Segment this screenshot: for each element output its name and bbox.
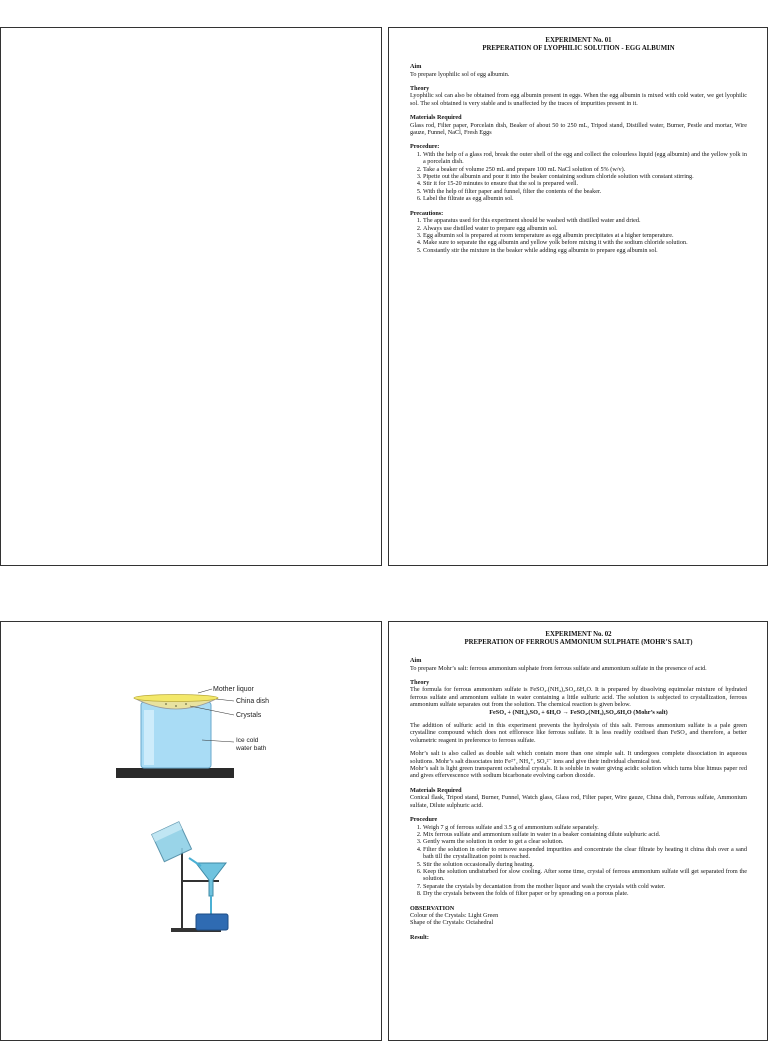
- crystallization-diagram: [106, 680, 306, 785]
- crystal-dot: [165, 703, 167, 705]
- list-item: 4. Stir it for 15-20 minutes to ensure that the sol is prepared well.: [423, 180, 747, 187]
- list-item: 5. Stir the solution occasionally during heating.: [423, 861, 747, 868]
- result-heading: Result:: [410, 933, 429, 941]
- list-item: 1. The apparatus used for this experiment should be washed with distilled water and dried.: [423, 217, 747, 224]
- experiment-2-title: PREPERATION OF FERROUS AMMONIUM SULPHATE (MOHR’S SALT): [464, 638, 693, 646]
- materials-text: Glass rod, Filter paper, Porcelain dish, Beaker of about 50 to 250 mL, Tripod stand, Distilled water, Burner, Pestle and mortar, Wire gauze, Funnel, NaCl, Fresh Eggs: [410, 121, 747, 137]
- list-item: 5. With the help of filter paper and funnel, filter the contents of the beaker.: [423, 188, 747, 195]
- filtration-diagram: [151, 818, 241, 938]
- precautions-list: [410, 217, 747, 254]
- list-item: 1. With the help of a glass rod, break the outer shell of the egg and collect the colourless liquid (egg albumin) and the yellow yolk in a porcelain dish.: [423, 151, 747, 166]
- illustration-page: [0, 621, 382, 1041]
- theory-paragraph-2: The addition of sulfuric acid in this experiment prevents the hydrolysis of this salt. Ferrous ammonium sulfate is a pale green crystalline compound which does not effloresce like ferrous sulfate. It is less readily oxidised than FeSO₄ and therefore, a better volumetric reagent in preference to ferrous sulfate.: [410, 722, 747, 744]
- theory-heading: Theory: [410, 679, 430, 686]
- beaker-highlight: [144, 710, 154, 765]
- list-item: 8. Dry the crystals between the folds of filter paper or by spreading on a porous plate.: [423, 890, 747, 897]
- list-item: 5. Constantly stir the mixture in the beaker while adding egg albumin to prepare egg albumin sol.: [423, 247, 747, 254]
- label-crystals: Crystals: [236, 712, 262, 719]
- stand-rod: [181, 848, 183, 930]
- label-china-dish: China dish: [236, 698, 270, 705]
- pour-stream: [189, 858, 201, 866]
- label-mother-liquor: Mother liquor: [213, 686, 254, 693]
- experiment-1-heading: [410, 37, 747, 52]
- experiment-1-page: [388, 27, 768, 566]
- list-item: 1. Weigh 7 g of ferrous sulfate and 3.5 g of ammonium sulfate separately.: [423, 824, 747, 831]
- experiment-1-title: PREPERATION OF LYOPHILIC SOLUTION - EGG ALBUMIN: [482, 44, 675, 52]
- materials-heading: Materials Required: [410, 786, 462, 794]
- crystal-dot: [185, 703, 187, 705]
- pouring-beaker: [152, 822, 192, 862]
- list-item: 2. Always use distilled water to prepare egg albumin sol.: [423, 225, 747, 232]
- observation-colour: Colour of the Crystals: Light Green: [410, 911, 499, 919]
- experiment-1-number: EXPERIMENT No. 01: [545, 37, 612, 44]
- leader-line: [216, 699, 234, 701]
- procedure-list: [410, 824, 747, 898]
- procedure-list: [410, 151, 747, 203]
- list-item: 4. Make sure to separate the egg albumin and yellow yolk before mixing it with the sodium chloride solution.: [423, 239, 747, 246]
- list-item: 6. Label the filtrate as egg albumin sol.: [423, 195, 747, 202]
- list-item: 6. Keep the solution undisturbed for slow cooling. After some time, crystal of ferrous ammonium sulfate will get separated from the solution.: [423, 868, 747, 883]
- experiment-2-heading: [410, 631, 747, 646]
- funnel: [196, 863, 226, 896]
- list-item: 3. Pipette out the albumin and pour it into the beaker containing sodium chloride solution with constant stirring.: [423, 173, 747, 180]
- label-water-bath: water bath: [236, 745, 267, 752]
- list-item: 2. Take a beaker of volume 250 mL and prepare 100 mL NaCl solution of 5% (w/v).: [423, 166, 747, 173]
- procedure-heading: Procedure:: [410, 143, 440, 151]
- list-item: 7. Separate the crystals by decantation from the mother liquor and wash the crystals with cold water.: [423, 883, 747, 890]
- base-plate: [116, 768, 234, 778]
- observation-heading: OBSERVATION: [410, 904, 455, 912]
- list-item: 3. Egg albumin sol is prepared at room temperature as egg albumin precipitates at a higher temperature.: [423, 232, 747, 239]
- materials-heading: Materials Required: [410, 114, 462, 122]
- procedure-heading: Procedure: [410, 816, 438, 824]
- mother-liquor-surface: [134, 695, 218, 702]
- list-item: 2. Mix ferrous sulfate and ammonium sulfate in water in a beaker containing dilute sulphuric acid.: [423, 831, 747, 838]
- theory-text: Lyophilic sol can also be obtained from egg albumin present in eggs. When the egg albumin is mixed with cold water, we get lyophilic sol. The sol obtained is very stable and is unaffected by the traces of impurities present in it.: [410, 92, 747, 107]
- materials-text: Conical flask, Tripod stand, Burner, Funnel, Watch glass, Glass rod, Filter paper, Wire gauze, China dish, Ferrous sulfate, Ammonium sulfate, Dilute sulphuric acid.: [410, 794, 747, 809]
- theory-paragraph-4: Mohr’s salt is light green transparent octahedral crystals. It is soluble in water giving acidic solution which turns blue litmus paper red and gives effervescence with sodium bicarbonate evolving carbon dioxide.: [410, 765, 747, 780]
- list-item: 4. Filter the solution in order to remove suspended impurities and concentrate the clear filtrate by heating it china dish over a sand bath till the crystallization point is reached.: [423, 846, 747, 861]
- experiment-2-page: [388, 621, 768, 1041]
- theory-heading: Theory: [410, 85, 430, 92]
- collecting-beaker: [196, 914, 228, 930]
- theory-text: The formula for ferrous ammonium sulfate is FeSO₄.(NH₄)₂SO₄.6H₂O. It is prepared by dissolving equimolar mixture of hydrated ferrous sulfate and ammonium sulfate in water containing a little sulfuric acid. The solution is subjected to crystallization, ferrous ammonium sulfate separates out from the solution. The chemical reaction is given below.: [410, 686, 747, 709]
- precautions-heading: Precautions:: [410, 209, 444, 217]
- chemical-equation: FeSO₄ + (NH₄)₂SO₄ + 6H₂O → FeSO₄.(NH₄)₂SO₄.6H₂O (Mohr’s salt): [489, 708, 668, 716]
- blank-page-left-1: [0, 27, 382, 566]
- experiment-2-number: EXPERIMENT No. 02: [545, 631, 612, 638]
- theory-paragraph-3: Mohr’s salt is also called as double salt which contain more than one simple salt. It undergoes complete dissociation in aqueous solutions. Mohr’s salt dissociates into Fe²⁺, NH₄⁺, SO₄²⁻ ions and give their individual chemical test.: [410, 750, 747, 765]
- aim-heading: Aim: [410, 657, 422, 665]
- crystal-dot: [175, 705, 177, 707]
- aim-text: To prepare Mohr’s salt: ferrous ammonium sulphate from ferrous sulfate and ammonium sulfate in the presence of acid.: [410, 664, 707, 672]
- observation-shape: Shape of the Crystals: Octahedral: [410, 919, 494, 927]
- aim-heading: Aim: [410, 63, 422, 71]
- aim-text: To prepare lyophilic sol of egg albumin.: [410, 70, 510, 78]
- label-ice-cold: Ice cold: [236, 737, 259, 744]
- list-item: 3. Gently warm the solution in order to get a clear solution.: [423, 838, 747, 845]
- leader-line: [198, 689, 212, 693]
